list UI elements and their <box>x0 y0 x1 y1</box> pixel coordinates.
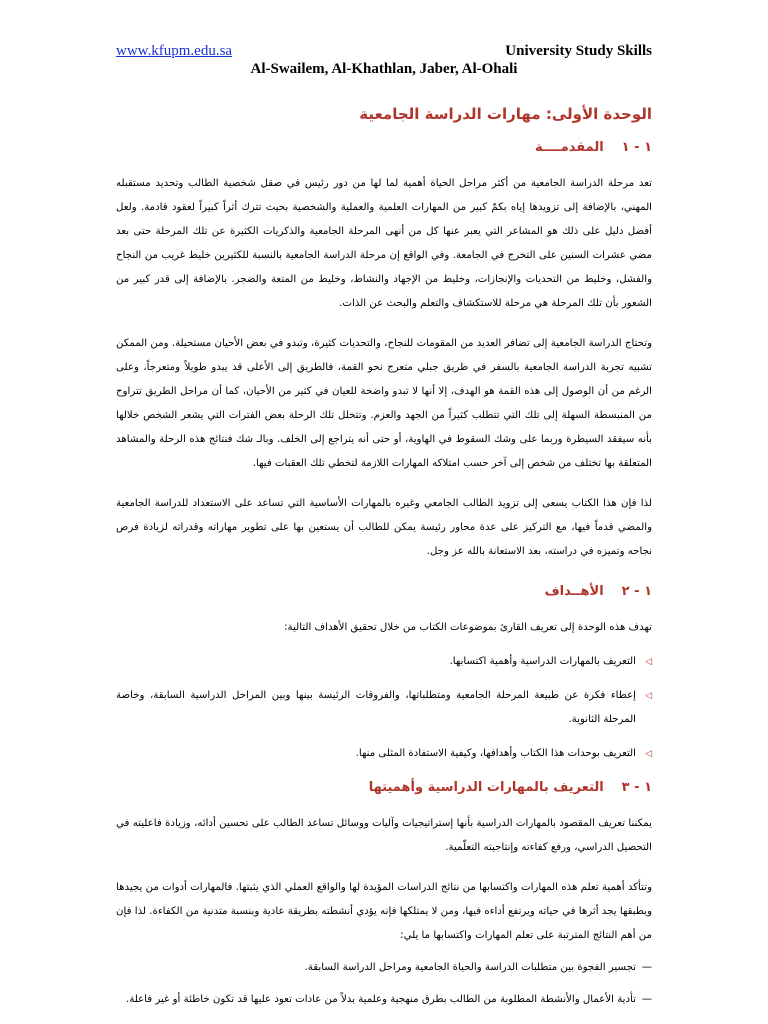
header-url-link[interactable]: www.kfupm.edu.sa <box>116 43 233 59</box>
paragraph: وتحتاج الدراسة الجامعية إلى تضافر العديد من المقومات للنجاح، والتحديات كثيرة، وتبدو في بعض الأحيان مستحيلة. ومن الممكن تشبيه تجربة الدراسة الجامعية بالسفر في طريق جبلي متعرج نحو القمة، فالطريق إلى الأعلى قد يبدو طويلاً ومتعرجاً، وعلى الرغم من أن الوصول إلى هذه القمة هو الهدف، إلا أنها لا تبدو واضحة للعيان في كثير من الأحيان، كما أن مراحل الطريق تتراوح من المنبسطة السهلة إلى تلك التي تتطلب كثيراً من الجهد والعزم. وتتخلل تلك الرحلة بعض الفترات التي يشعر الشخص خلالها بأنه سيفقد السيطرة وربما على وشك السقوط في الهاوية، أو حتى أنه يتراجع إلى الخلف. وبالـ شك فنتائج هذه الرحلة والمشاهد المتعلقة بها تختلف من شخص إلى آخر حسب امتلاكه المهارات اللازمة لتخطي تلك العقبات فيها. <box>116 338 652 469</box>
section-heading-introduction <box>116 136 652 160</box>
list-item: ◁ التعريف بالمهارات الدراسية وأهمية اكتسابها. <box>116 650 652 674</box>
paragraph: لذا فإن هذا الكتاب يسعى إلى تزويد الطالب الجامعي وغيره بالمهارات الأساسية التي تساعد على الاستعداد للدراسة الجامعية والمضي قدماً فيها، مع التركيز على عدة محاور رئيسة يمكن للطالب أن يستعين بها على تطوير مهاراته وقدراته لزيادة فرص نجاحه وتميزه في دراسته، بعد الاستعانة بالله عز وجل. <box>116 498 652 557</box>
section-number: ١ - ١ <box>621 140 652 155</box>
list-item: ◁ التعريف بوحدات هذا الكتاب وأهدافها، وكيفية الاستفادة المثلى منها. <box>116 742 652 766</box>
paragraph: يمكننا تعريف المقصود بالمهارات الدراسية بأنها إستراتيجيات وآليات ووسائل تساعد الطالب على تحسين أدائه، وزيادة فاعليته في التحصيل الدراسي، ورفع كفاءته وإنتاجيته التعلّمية. <box>116 818 652 853</box>
results-list <box>116 956 652 1012</box>
paragraph: تعد مرحلة الدراسة الجامعية من أكثر مراحل الحياة أهمية لما لها من دور رئيس في صقل شخصية الطالب وتحديد مستقبله المهني، بالإضافة إلى تزويدها إياه بكمّ كبير من المهارات العلمية والعملية والشخصية بحيث تترك أثراً كبيراً لعقود قادمة. ولعل أفضل دليل على ذلك هو المشاعر التي يعبر عنها كل من أنهى المرحلة الجامعية والذكريات الكثيرة عن تلك المرحلة حتى بعد مضي عشرات السنين على التخرج في الجامعة. وفي الواقع إن مرحلة الدراسة الجامعية بالنسبة للكثيرين خليط غريب من النجاح والفشل، وخليط من التحديات والإنجازات، وخليط من الإجهاد والنشاط، وخليط من المتعة والضجر. بالإضافة إلى قدر كبير من الشعور بأن تلك المرحلة هي مرحلة للاستكشاف والتعلم والبحث عن الذات. <box>116 178 652 309</box>
header-authors: Al-Swailem, Al-Khathlan, Jaber, Al-Ohali <box>250 61 518 77</box>
section-title: المقدمــــة <box>535 140 604 155</box>
section-heading-study-skills <box>116 776 652 800</box>
list-item: — تأدية الأعمال والأنشطة المطلوبة من الطالب بطرق منهجية وعلمية بدلاً من عادات تعود عليها قد تكون خاطئة أو غير فاعلة. <box>116 988 652 1012</box>
section-number: ١ - ٣ <box>621 780 652 795</box>
section-title: التعريف بالمهارات الدراسية وأهميتها <box>368 780 604 795</box>
objectives-intro: تهدف هذه الوحدة إلى تعريف القارئ بموضوعات الكتاب من خلال تحقيق الأهداف التالية: <box>284 622 652 633</box>
list-item: ◁ إعطاء فكرة عن طبيعة المرحلة الجامعية ومتطلباتها، والفروقات الرئيسة بينها وبين المراحل الدراسية السابقة، وخاصة المرحلة الثانوية. <box>116 684 652 732</box>
section-number: ١ - ٢ <box>621 584 652 599</box>
header-course-title: University Study Skills <box>505 43 652 59</box>
objectives-list <box>116 650 652 766</box>
unit-title: الوحدة الأولى: مهارات الدراسة الجامعية <box>359 105 652 123</box>
section-title: الأهــداف <box>544 584 604 599</box>
list-item: — تجسير الفجوة بين متطلبات الدراسة والحياة الجامعية ومراحل الدراسة السابقة. <box>116 956 652 980</box>
document-body <box>116 96 652 1020</box>
paragraph: وتتأكد أهمية تعلم هذه المهارات واكتسابها من نتائج الدراسات المؤيدة لها والواقع العملي الذي يثبتها. فالمهارات أدوات من يجيدها ويطبقها يجد أثرها في حياته ويرتفع أداءه فيها، ومن لا يمتلكها فإنه يؤدي أنشطته بطريقة عادية وبنسبة متدنية من الكفاءة. لذا فإن من أهم النتائج المترتبة على تعلم المهارات واكتسابها ما يلي: <box>116 882 652 941</box>
section-heading-objectives <box>116 580 652 604</box>
